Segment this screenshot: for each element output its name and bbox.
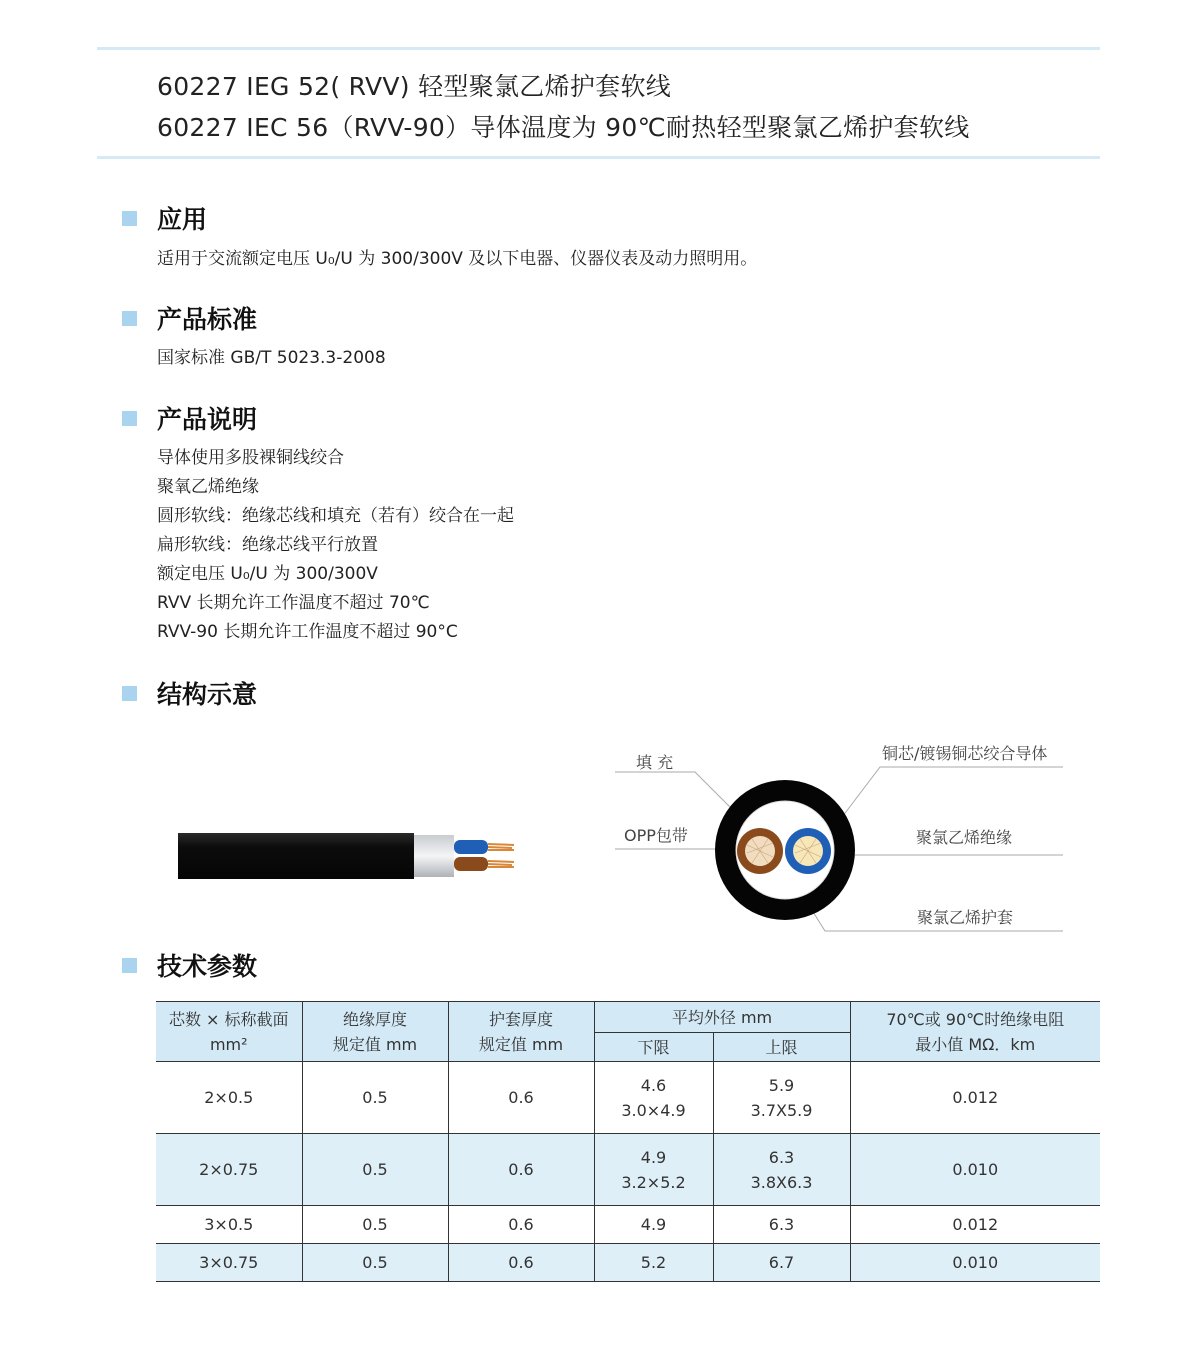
header-text: 规定值 mm: [332, 1034, 418, 1054]
cell-od-upper: 6.3: [713, 1206, 850, 1244]
spec-table: [156, 1001, 1100, 1282]
section-title: 产品说明: [157, 405, 258, 434]
section-title: 产品标准: [157, 305, 258, 334]
header-text: 护套厚度: [488, 1009, 553, 1029]
table-row: [156, 1134, 1100, 1206]
label-opp: OPP包带: [624, 826, 688, 845]
header-od-lower: 下限: [594, 1033, 713, 1062]
description-line: 导体使用多股裸铜线绞合: [157, 448, 344, 468]
cell-resistance: 0.010: [850, 1134, 1100, 1206]
cell-sheath: 0.6: [448, 1206, 594, 1244]
cell-od-lower: [594, 1134, 713, 1206]
section-bullet-square: [122, 686, 137, 701]
section-structure-heading: [122, 678, 257, 708]
standard-text: 国家标准 GB/T 5023.3-2008: [157, 348, 386, 368]
section-title: 结构示意: [157, 680, 258, 709]
cell-insulation: 0.5: [302, 1134, 448, 1206]
cable-core-blue: [454, 840, 488, 854]
section-application-heading: [122, 203, 207, 233]
cell-value: 3.7X5.9: [750, 1100, 813, 1120]
cell-sheath: 0.6: [448, 1134, 594, 1206]
table-row: [156, 1062, 1100, 1134]
header-cores: [156, 1002, 302, 1062]
description-line: 扁形软线：绝缘芯线平行放置: [157, 535, 378, 555]
cable-strands-bottom: [488, 861, 514, 867]
header-od-upper: 上限: [713, 1033, 850, 1062]
table-row: [156, 1206, 1100, 1244]
header-rule-bottom: [97, 156, 1100, 159]
cell-od-lower: [594, 1062, 713, 1134]
cell-value: 4.6: [640, 1075, 667, 1095]
cell-insulation: 0.5: [302, 1062, 448, 1134]
section-title: 应用: [157, 205, 208, 234]
description-line: 圆形软线：绝缘芯线和填充（若有）绞合在一起: [157, 506, 514, 526]
application-text: 适用于交流额定电压 U₀/U 为 300/300V 及以下电器、仪器仪表及动力照明用。: [157, 249, 758, 269]
header-text: 绝缘厚度: [342, 1009, 407, 1029]
cell-value: 4.9: [640, 1147, 667, 1167]
header-sheath: [448, 1002, 594, 1062]
header-title-line-1: 60227 IEG 52( RVV) 轻型聚氯乙烯护套软线: [157, 72, 672, 101]
header-title-line-2: 60227 IEC 56（RVV-90）导体温度为 90℃耐热轻型聚氯乙烯护套软线: [157, 113, 970, 142]
header-insulation: [302, 1002, 448, 1062]
cell-sheath: 0.6: [448, 1244, 594, 1282]
cell-od-lower: 5.2: [594, 1244, 713, 1282]
header-text: mm²: [209, 1034, 248, 1054]
cell-value: 6.3: [768, 1147, 795, 1167]
cell-od-lower: 4.9: [594, 1206, 713, 1244]
header-text: 70℃或 90℃时绝缘电阻: [886, 1009, 1065, 1029]
cell-cores: 2×0.75: [156, 1134, 302, 1206]
section-params-heading: [122, 950, 257, 980]
header-outer-diameter: 平均外径 mm: [594, 1002, 850, 1033]
cell-resistance: 0.012: [850, 1062, 1100, 1134]
description-line: 聚氧乙烯绝缘: [157, 477, 259, 497]
cell-cores: 3×0.5: [156, 1206, 302, 1244]
cell-od-upper: [713, 1062, 850, 1134]
section-standard-heading: [122, 303, 257, 333]
description-line: RVV 长期允许工作温度不超过 70℃: [157, 593, 430, 613]
cell-cores: 2×0.5: [156, 1062, 302, 1134]
cell-value: 3.0×4.9: [621, 1100, 686, 1120]
label-insulation: 聚氯乙烯绝缘: [916, 828, 1013, 847]
cell-value: 3.2×5.2: [621, 1172, 686, 1192]
section-description-heading: [122, 403, 257, 433]
cell-od-upper: 6.7: [713, 1244, 850, 1282]
label-sheath: 聚氯乙烯护套: [917, 908, 1014, 927]
table-row: [156, 1244, 1100, 1282]
section-title: 技术参数: [157, 952, 258, 981]
cable-opp-wrap: [414, 835, 454, 877]
cell-resistance: 0.010: [850, 1244, 1100, 1282]
cell-sheath: 0.6: [448, 1062, 594, 1134]
section-bullet-square: [122, 411, 137, 426]
cable-illustration: [170, 825, 530, 887]
cell-insulation: 0.5: [302, 1244, 448, 1282]
cell-value: 5.9: [768, 1075, 795, 1095]
leader-conductor: [830, 767, 1063, 833]
section-bullet-square: [122, 311, 137, 326]
header-resistance: [850, 1002, 1100, 1062]
label-filler: 填 充: [636, 753, 674, 772]
header-text: 最小值 MΩ．km: [915, 1034, 1036, 1054]
description-line: 额定电压 U₀/U 为 300/300V: [157, 564, 378, 584]
label-conductor: 铜芯/镀锡铜芯绞合导体: [882, 744, 1048, 763]
cell-insulation: 0.5: [302, 1206, 448, 1244]
cable-strands-top: [488, 844, 514, 850]
cell-od-upper: [713, 1134, 850, 1206]
section-bullet-square: [122, 211, 137, 226]
cable-jacket: [178, 833, 414, 879]
cell-resistance: 0.012: [850, 1206, 1100, 1244]
header-text: 芯数 × 标称截面: [168, 1009, 289, 1029]
description-line: RVV-90 长期允许工作温度不超过 90°C: [157, 622, 458, 642]
cable-core-brown: [454, 857, 488, 871]
cell-value: 3.8X6.3: [750, 1172, 813, 1192]
cell-cores: 3×0.75: [156, 1244, 302, 1282]
header-text: 规定值 mm: [478, 1034, 564, 1054]
header-rule-top: [97, 47, 1100, 50]
section-bullet-square: [122, 958, 137, 973]
